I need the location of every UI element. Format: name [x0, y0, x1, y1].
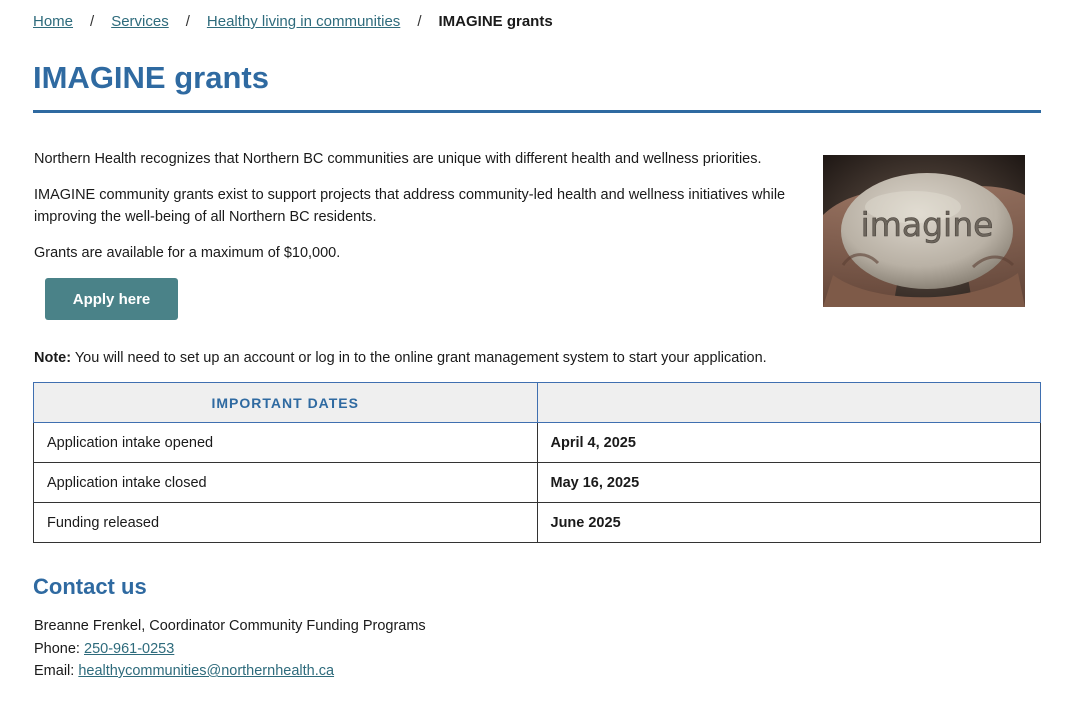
date-value: June 2025 — [537, 503, 1041, 543]
contact-details — [34, 615, 426, 683]
note-label: Note: — [34, 350, 72, 366]
table-row — [34, 463, 1041, 503]
contact-us-heading: Contact us — [33, 574, 147, 599]
date-value: May 16, 2025 — [537, 463, 1041, 503]
title-divider — [33, 110, 1041, 113]
table-row — [34, 503, 1041, 543]
table-header-row — [34, 383, 1041, 423]
breadcrumb-services-link[interactable]: Services — [111, 13, 169, 30]
note-text — [34, 347, 767, 369]
page-title: IMAGINE grants — [33, 60, 269, 95]
date-label: Funding released — [34, 503, 538, 543]
intro-paragraph: Northern Health recognizes that Northern BC communities are unique with different health and wellness priorities. — [34, 151, 762, 167]
important-dates-table — [33, 382, 1041, 543]
intro-section — [34, 148, 804, 278]
contact-name: Breanne Frenkel, Coordinator Community Funding Programs — [34, 618, 426, 634]
email-label: Email: — [34, 663, 79, 679]
stone-engraving-text: imagine — [860, 205, 994, 244]
breadcrumb-separator: / — [417, 13, 422, 30]
phone-link[interactable]: 250-961-0253 — [84, 640, 175, 657]
important-dates-header: IMPORTANT DATES — [34, 383, 538, 423]
apply-here-button[interactable]: Apply here — [45, 278, 178, 320]
breadcrumb — [33, 13, 553, 30]
imagine-stone-illustration — [823, 155, 1025, 307]
table-row — [34, 423, 1041, 463]
breadcrumb-current: IMAGINE grants — [438, 13, 553, 30]
imagine-stone-image — [823, 155, 1025, 307]
breadcrumb-healthy-living-link[interactable]: Healthy living in communities — [206, 13, 401, 30]
breadcrumb-separator: / — [90, 13, 95, 30]
date-value: April 4, 2025 — [537, 423, 1041, 463]
intro-paragraph: IMAGINE community grants exist to support projects that address community-led health and wellness initiatives while improving the well-being of all Northern BC residents. — [34, 187, 786, 225]
email-link[interactable]: healthycommunities@northernhealth.ca — [78, 663, 335, 679]
breadcrumb-separator: / — [185, 13, 190, 30]
contact-email-row — [34, 660, 426, 683]
breadcrumb-home-link[interactable]: Home — [33, 13, 74, 30]
date-label: Application intake opened — [34, 423, 538, 463]
phone-label: Phone: — [34, 640, 84, 657]
date-label: Application intake closed — [34, 463, 538, 503]
contact-phone-row — [34, 638, 426, 661]
note-body: You will need to set up an account or log in to the online grant management system to start your application. — [71, 350, 767, 366]
table-header-empty-cell — [537, 383, 1041, 423]
grant-amount-paragraph: Grants are available for a maximum of $10,000. — [34, 245, 341, 261]
